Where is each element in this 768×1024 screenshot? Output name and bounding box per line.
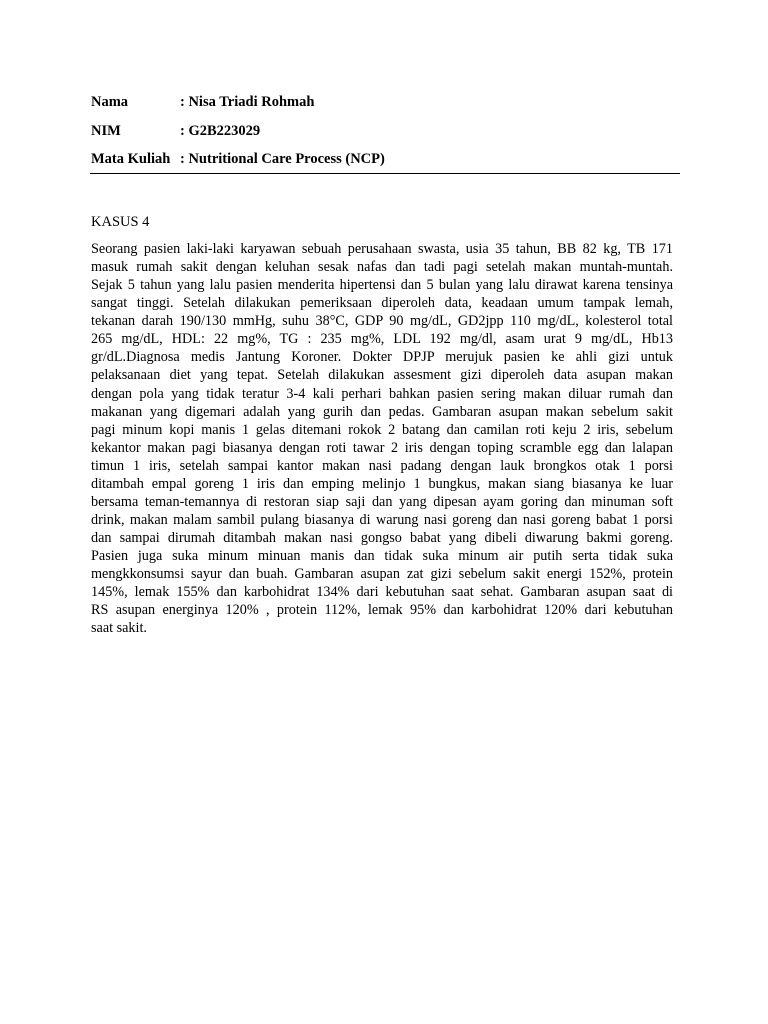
case-text-line: pagi minum kopi manis 1 gelas ditemani rokok 2 batang dan camilan roti keju 2 iris, sebelum bbox=[91, 421, 673, 438]
case-text-line: drink, makan malam sambil pulang biasanya di warung nasi goreng dan nasi goreng babat 1 porsi bbox=[91, 511, 673, 528]
case-text-line: 265 mg/dL, HDL: 22 mg%, TG : 235 mg%, LDL 192 mg/dl, asam urat 9 mg/dL, Hb13 bbox=[91, 331, 673, 348]
case-text-line: RS asupan energinya 120% , protein 112%, lemak 95% dan karbohidrat 120% dari kebutuhan bbox=[91, 602, 673, 619]
case-text-line: tekanan darah 190/130 mmHg, suhu 38°C, GDP 90 mg/dL, GD2jpp 110 mg/dL, kolesterol total bbox=[91, 313, 673, 330]
case-text-line: Seorang pasien laki-laki karyawan sebuah perusahaan swasta, usia 35 tahun, BB 82 kg, TB 171 bbox=[91, 241, 673, 257]
case-text-line: sangat tinggi. Setelah dilakukan pemeriksaan diperoleh data, keadaan umum tampak lemah, bbox=[91, 295, 673, 312]
nim-row bbox=[91, 121, 681, 150]
case-text-line: pelaksanaan diet yang tepat. Setelah dilakukan assesment gizi diperoleh data asupan makan bbox=[91, 367, 673, 384]
nim-label: NIM bbox=[91, 122, 121, 139]
name-row bbox=[91, 92, 681, 121]
course-value: : Nutritional Care Process (NCP) bbox=[180, 151, 385, 167]
case-text-line: timun 1 iris, setelah sampai kantor makan nasi padang dengan lauk brongkos otak 1 porsi bbox=[91, 457, 673, 474]
case-description bbox=[91, 240, 673, 637]
name-label: Nama bbox=[91, 94, 129, 110]
case-text-line: bersama teman-temannya di restoran siap saji dan yang dipesan ayam goring dan minuman soft bbox=[91, 493, 673, 510]
case-text-line: dengan pola yang tidak teratur 3-4 kali perhari bahkan pasien sering makan diluar rumah dan bbox=[91, 385, 673, 402]
header-divider bbox=[90, 173, 680, 174]
course-label: Mata Kuliah bbox=[91, 151, 171, 167]
case-text-line: Sejak 5 tahun yang lalu pasien menderita hipertensi dan 5 bulan yang lalu dirawat karena tensinya bbox=[91, 277, 673, 294]
case-text-line: kekantor makan pagi biasanya dengan roti tawar 2 iris dengan toping scramble egg dan lalapan bbox=[91, 439, 673, 456]
case-text-line: gr/dL.Diagnosa medis Jantung Koroner. Dokter DPJP merujuk pasien ke ahli gizi untuk bbox=[91, 349, 673, 366]
case-text-line: makanan yang digemari adalah yang gurih dan pedas. Gambaran asupan makan sebelum sakit bbox=[91, 403, 673, 420]
case-text-line: dan sampai dirumah ditambah makan nasi gongso babat yang dibeli diwarung bakmi goreng. bbox=[91, 530, 673, 546]
case-title: KASUS 4 bbox=[91, 214, 150, 230]
case-text-line: masuk rumah sakit dengan keluhan sesak nafas dan tadi pagi setelah makan muntah-muntah. bbox=[91, 259, 673, 276]
name-value: : Nisa Triadi Rohmah bbox=[180, 94, 315, 110]
case-text-line: Pasien juga suka minum minuan manis dan tidak suka minum air putih serta tidak suka bbox=[91, 548, 673, 565]
case-text-line: ditambah empal goreng 1 iris dan emping melinjo 1 bungkus, makan siang biasanya ke luar bbox=[91, 475, 673, 492]
case-text-line: 145%, lemak 155% dan karbohidrat 134% dari kebutuhan saat sehat. Gambaran asupan saat di bbox=[91, 584, 673, 601]
case-text-line: saat sakit. bbox=[91, 620, 147, 637]
nim-value: : G2B223029 bbox=[180, 122, 261, 139]
student-info-header bbox=[91, 92, 681, 178]
case-text-line: mengkkonsumsi sayur dan buah. Gambaran asupan zat gizi sebelum sakit energi 152%, protein bbox=[91, 566, 673, 583]
